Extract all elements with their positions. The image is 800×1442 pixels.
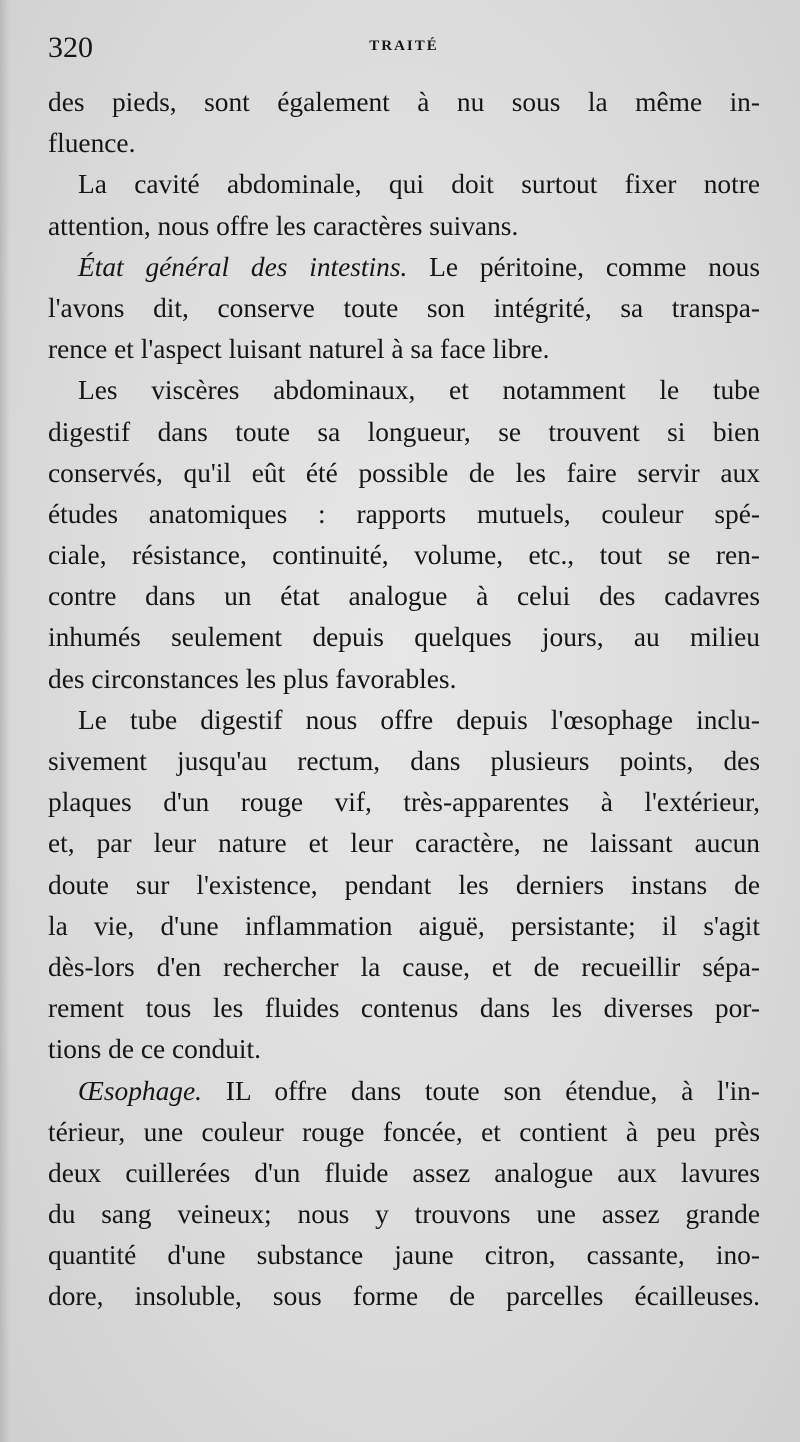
text-line: quantité d'une substance jaune citron, cassante, ino- [48, 1240, 760, 1271]
body-text [48, 82, 760, 1318]
text-line: attention, nous offre les caractères suivans. [48, 210, 519, 241]
text-line-rest: IL offre dans toute son étendue, à l'in- [202, 1075, 760, 1106]
text-line: études anatomiques : rapports mutuels, couleur spé- [48, 498, 760, 529]
text-line: digestif dans toute sa longueur, se trouvent si bien [48, 416, 760, 447]
text-line: rement tous les fluides contenus dans les diverses por- [48, 993, 760, 1024]
text-line: contre dans un état analogue à celui des cadavres [48, 581, 760, 612]
text-line: plaques d'un rouge vif, très-apparentes à l'extérieur, [48, 787, 760, 818]
page-header [48, 28, 760, 68]
text-line: térieur, une couleur rouge foncée, et contient à peu près [48, 1116, 760, 1147]
text-line-rest: Le péritoine, comme nous [407, 251, 760, 282]
text-line: sivement jusqu'au rectum, dans plusieurs points, des [48, 746, 760, 776]
text-line: l'avons dit, conserve toute son intégrité, sa transpa- [48, 292, 760, 323]
text-line [48, 1071, 760, 1112]
text-line: des pieds, sont également à nu sous la même in- [48, 87, 760, 117]
text-line: Le tube digestif nous offre depuis l'œsophage inclu- [78, 704, 760, 735]
page-number: 320 [48, 31, 93, 64]
text-line: deux cuillerées d'un fluide assez analogue aux lavures [48, 1157, 760, 1188]
text-line: dore, insoluble, sous forme de parcelles écailleuses. [48, 1281, 760, 1312]
text-line [48, 247, 760, 288]
text-line: tions de ce conduit. [48, 1034, 261, 1065]
section-heading-italic: État général des intestins. [78, 251, 408, 282]
text-line: du sang veineux; nous y trouvons une assez grande [48, 1199, 760, 1230]
running-title: TRAITÉ [369, 38, 439, 54]
page-edge-shadow [0, 0, 10, 1442]
text-line: conservés, qu'il eût été possible de les faire servir aux [48, 457, 760, 488]
text-line: La cavité abdominale, qui doit surtout fixer notre [78, 169, 760, 200]
text-line: dès-lors d'en rechercher la cause, et de recueillir sépa- [48, 951, 760, 982]
text-line: la vie, d'une inflammation aiguë, persistante; il s'agit [48, 910, 760, 941]
text-line: fluence. [48, 128, 136, 159]
text-line: des circonstances les plus favorables. [48, 663, 457, 694]
text-line: Les viscères abdominaux, et notamment le tube [78, 375, 760, 406]
section-heading-italic: Œsophage. [78, 1075, 202, 1106]
text-line: inhumés seulement depuis quelques jours, au milieu [48, 622, 760, 653]
text-line: doute sur l'existence, pendant les derniers instans de [48, 869, 760, 900]
text-line: rence et l'aspect luisant naturel à sa face libre. [48, 334, 550, 365]
text-line: ciale, résistance, continuité, volume, etc., tout se ren- [48, 540, 760, 571]
text-line: et, par leur nature et leur caractère, ne laissant aucun [48, 828, 760, 859]
